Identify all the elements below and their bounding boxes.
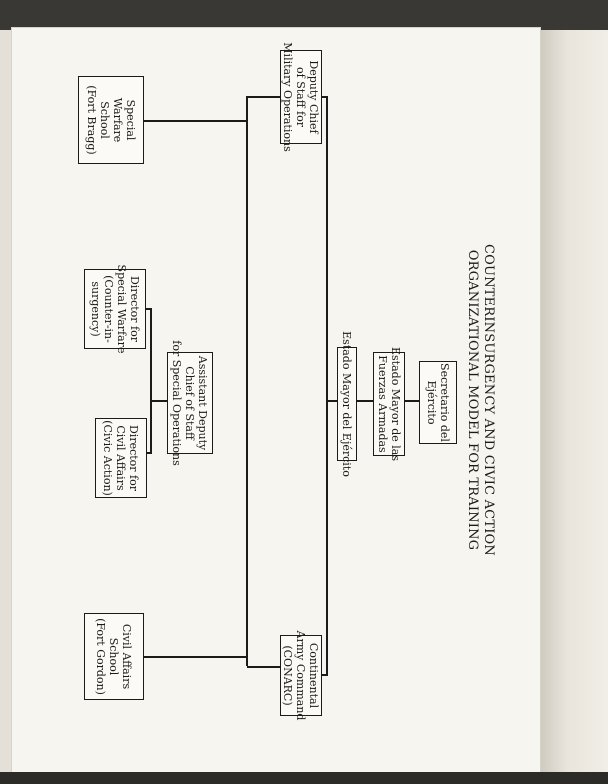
box-line: Military Operations xyxy=(281,42,295,152)
connector-secretario-estado xyxy=(405,400,419,402)
connector-left-school xyxy=(144,120,248,122)
box-deputy-chief-of-staff xyxy=(280,42,322,152)
box-line: surgency) xyxy=(89,281,102,337)
box-line: (Fort Bragg) xyxy=(85,85,98,155)
box-line: Estado Mayor del Ejército xyxy=(340,331,354,477)
box-director-civil-affairs xyxy=(95,418,147,498)
box-estado-mayor-ejercito xyxy=(337,331,357,477)
scan-edge-right xyxy=(540,30,608,784)
connector-right-school xyxy=(144,656,248,658)
connector-conarc-down xyxy=(247,666,280,668)
connector-ejercito-bar xyxy=(328,400,337,402)
box-line: of Staff for xyxy=(294,67,308,127)
box-conarc xyxy=(280,630,322,721)
chart-title-line2: ORGANIZATIONAL MODEL FOR TRAINING xyxy=(465,249,480,551)
connector-bar-deputy xyxy=(322,96,328,98)
box-line: Civil Affairs xyxy=(114,425,128,491)
box-line: Warfare xyxy=(111,97,124,143)
chart-title xyxy=(464,50,496,750)
connector-bar-dir-sw xyxy=(146,308,152,310)
scan-edge-left xyxy=(0,30,12,784)
box-line: (Counter-in- xyxy=(102,275,115,343)
box-special-warfare-school xyxy=(78,76,144,164)
box-line: Estado Mayor de las xyxy=(389,347,402,461)
connector-bar-dir-ca xyxy=(147,452,152,454)
chart-title-line1: COUNTERINSURGENCY AND CIVIC ACTION xyxy=(481,244,496,556)
box-estado-mayor-fuerzas-armadas xyxy=(373,347,405,461)
connector-estado-ejercito xyxy=(357,400,373,402)
box-line: Ejército xyxy=(425,380,438,425)
box-line: School xyxy=(98,101,111,139)
connector-assistant-down xyxy=(152,400,167,402)
box-director-special-warfare xyxy=(84,264,146,354)
box-line: (Fort Gordon) xyxy=(94,618,108,695)
org-chart xyxy=(85,42,504,750)
box-line: (Civic Action) xyxy=(101,420,115,496)
box-line: (CONARC) xyxy=(281,645,295,706)
box-line: Chief of Staff xyxy=(183,366,197,440)
box-line: Director for xyxy=(128,275,141,343)
box-line: Special xyxy=(124,99,137,141)
box-civil-affairs-school xyxy=(84,613,144,700)
scan-edge-bottom xyxy=(0,772,608,784)
box-line: Civil Affairs xyxy=(120,623,134,690)
box-line: Deputy Chief xyxy=(307,60,321,134)
box-secretario-ejercito xyxy=(419,361,457,444)
box-line: School xyxy=(107,637,121,676)
box-assistant-deputy-chief xyxy=(167,340,213,466)
box-line: Secretario del xyxy=(438,363,451,442)
connector-top-bar xyxy=(327,96,329,674)
connector-bar-conarc xyxy=(322,674,328,676)
connector-mid-bar xyxy=(247,96,249,666)
box-line: Fuerzas Armadas xyxy=(376,355,389,453)
box-line: Director for xyxy=(127,424,141,492)
box-line: Special Warfare xyxy=(115,264,128,354)
box-line: Continental xyxy=(307,642,321,709)
connector-directors-bar xyxy=(151,308,153,453)
connector-deputy-down xyxy=(248,96,280,98)
box-line: Army Command xyxy=(294,630,308,721)
box-line: for Special Operations xyxy=(170,340,184,466)
box-line: Assistant Deputy xyxy=(196,355,210,451)
